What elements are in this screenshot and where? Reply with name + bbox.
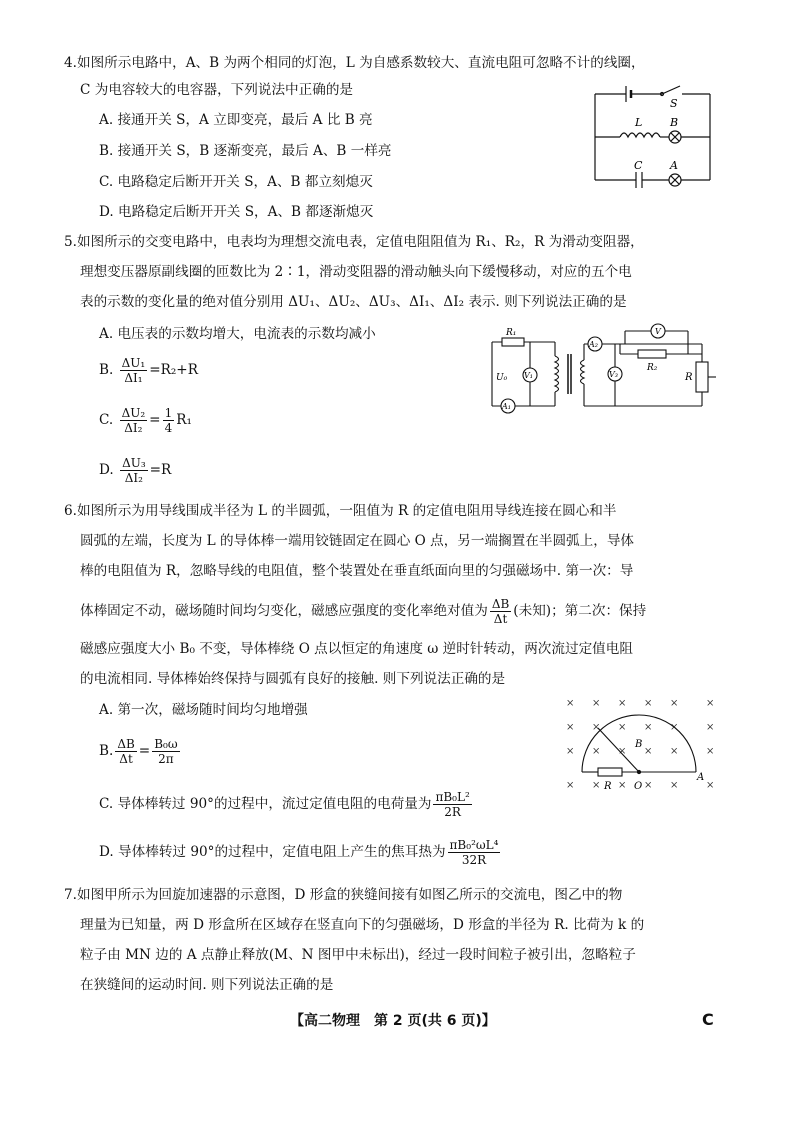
q5-label-a2: A₂ bbox=[589, 340, 598, 349]
field-cross-mark: × bbox=[618, 722, 627, 733]
q5-stem-line-2: 理想变压器原副线圈的匝数比为 2∶1，滑动变阻器的滑动触头向下缓慢移动，对应的五个电 bbox=[80, 264, 632, 280]
q4-label-c: C bbox=[634, 159, 643, 172]
field-cross-mark: × bbox=[592, 722, 601, 733]
q4-label-b: B bbox=[670, 116, 679, 129]
field-cross-mark: × bbox=[566, 746, 575, 757]
q4-label-s: S bbox=[670, 97, 678, 110]
q6-option-d: D. 导体棒转过 90°的过程中，定值电阻上产生的焦耳热为 $\frac{\text{πB₀²ωL⁴}}{32R}$ bbox=[99, 838, 499, 867]
q5-stem-line-3: 表的示数的变化量的绝对值分别用 ΔU₁、ΔU₂、ΔU₃、ΔI₁、ΔI₂ 表示. 则下列说法正确的是 bbox=[80, 294, 627, 310]
q4-stem-line-2: C 为电容较大的电容器，下列说法中正确的是 bbox=[80, 82, 354, 98]
q5-label-u0: U₀ bbox=[496, 373, 508, 383]
q7-stem-line-3: 粒子由 MN 边的 A 点静止释放(M、N 图甲中未标出)，经过一段时间粒子被引出，忽略粒子 bbox=[80, 947, 636, 963]
q6-option-a: A. 第一次，磁场随时间均匀地增强 bbox=[99, 702, 308, 718]
field-cross-mark: × bbox=[566, 722, 575, 733]
q4-option-b: B. 接通开关 S，B 逐渐变亮，最后 A、B 一样亮 bbox=[99, 143, 392, 159]
q6-stem-line-3: 棒的电阻值为 R，忽略导线的电阻值，整个装置处在垂直纸面向里的匀强磁场中. 第一次：导 bbox=[80, 563, 634, 579]
field-cross-mark: × bbox=[618, 746, 627, 757]
q5-option-b-fraction: $\frac{\text{ΔU₁}}{\text{ΔI₁}}$ bbox=[121, 356, 146, 385]
q4-circuit-diagram bbox=[590, 82, 715, 192]
field-cross-mark: × bbox=[706, 746, 715, 757]
field-cross-mark: × bbox=[644, 780, 653, 791]
q5-option-b: B. $\frac{\text{ΔU₁}}{\text{ΔI₁}}$ =R₂+R bbox=[99, 356, 198, 385]
q5-label-r1: R₁ bbox=[506, 328, 517, 338]
q7-stem-line-4: 在狭缝间的运动时间. 则下列说法正确的是 bbox=[80, 977, 334, 993]
q5-option-c-fraction: $\frac{\text{ΔU₂}}{\text{ΔI₂}}$ bbox=[121, 406, 146, 435]
q6-stem-line-4: 体棒固定不动，磁场随时间均匀变化，磁感应强度的变化率绝对值为 $\frac{\Delta B}{\Delta t}$ (未知)；第二次：保持 bbox=[80, 597, 647, 626]
field-cross-mark: × bbox=[644, 746, 653, 757]
paper-version-code: C bbox=[702, 1010, 714, 1029]
q6-option-c: C. 导体棒转过 90°的过程中，流过定值电阻的电荷量为 $\frac{\text{πB₀L²}}{2R}$ bbox=[99, 790, 470, 819]
field-cross-mark: × bbox=[592, 698, 601, 709]
field-cross-mark: × bbox=[566, 780, 575, 791]
field-cross-mark: × bbox=[706, 780, 715, 791]
q5-label-a1: A₁ bbox=[502, 402, 511, 411]
q6-label-o: O bbox=[634, 781, 643, 792]
q4-option-c: C. 电路稳定后断开开关 S，A、B 都立刻熄灭 bbox=[99, 174, 373, 190]
q5-stem-line-1: 5.如图所示的交变电路中，电表均为理想交流电表，定值电阻阻值为 R₁、R₂，R 为滑动变阻器， bbox=[64, 234, 644, 250]
field-cross-mark: × bbox=[670, 746, 679, 757]
q6-label-a: A bbox=[697, 772, 705, 783]
field-cross-mark: × bbox=[706, 698, 715, 709]
q4-option-d: D. 电路稳定后断开开关 S，A、B 都逐渐熄灭 bbox=[99, 204, 374, 220]
q4-label-l: L bbox=[635, 116, 643, 129]
q4-option-a: A. 接通开关 S，A 立即变亮，最后 A 比 B 亮 bbox=[99, 112, 373, 128]
field-cross-mark: × bbox=[670, 722, 679, 733]
q6-option-b: B. $\frac{\Delta B}{\Delta t}$ = $\frac{\text{B₀ω}}{2\pi}$ bbox=[99, 737, 178, 766]
field-cross-mark: × bbox=[592, 780, 601, 791]
q5-label-v1: V₁ bbox=[524, 371, 533, 380]
q6-label-r: R bbox=[604, 781, 612, 792]
field-cross-mark: × bbox=[670, 698, 679, 709]
q5-option-d-fraction: $\frac{\text{ΔU₃}}{\text{ΔI₂}}$ bbox=[122, 456, 146, 485]
q4-label-a: A bbox=[670, 159, 678, 172]
field-cross-mark: × bbox=[644, 698, 653, 709]
field-cross-mark: × bbox=[706, 722, 715, 733]
q5-label-r2: R₂ bbox=[647, 363, 658, 373]
field-cross-mark: × bbox=[670, 780, 679, 791]
q5-transformer-circuit-diagram bbox=[480, 322, 720, 422]
q6-stem-line-1: 6.如图所示为用导线围成半径为 L 的半圆弧，一阻值为 R 的定值电阻用导线连接在圆心和半 bbox=[64, 503, 617, 519]
q5-label-r: R bbox=[685, 372, 693, 383]
q5-option-d: D. $\frac{\text{ΔU₃}}{\text{ΔI₂}}$ =R bbox=[99, 456, 172, 485]
page-footer: 【高二物理 第 2 页(共 6 页)】 bbox=[290, 1013, 496, 1029]
q5-label-v3: V₃ bbox=[609, 370, 618, 379]
q7-stem-line-2: 理量为已知量，两 D 形盒所在区域存在竖直向下的匀强磁场，D 形盒的半径为 R. 比荷为 k 的 bbox=[80, 917, 645, 933]
q6-label-b: B bbox=[635, 739, 643, 750]
field-cross-mark: × bbox=[644, 722, 653, 733]
q7-stem-line-1: 7.如图甲所示为回旋加速器的示意图，D 形盒的狭缝间接有如图乙所示的交流电，图乙中的物 bbox=[64, 887, 623, 903]
field-cross-mark: × bbox=[618, 698, 627, 709]
q6-semicircle-field-diagram bbox=[558, 692, 718, 798]
q6-stem-line-5: 磁感应强度大小 B₀ 不变，导体棒绕 O 点以恒定的角速度 ω 逆时针转动，两次流过定值电阻 bbox=[80, 641, 633, 657]
q6-stem-line-6: 的电流相同. 导体棒始终保持与圆弧有良好的接触. 则下列说法正确的是 bbox=[80, 671, 506, 687]
q5-option-c: C. $\frac{\text{ΔU₂}}{\text{ΔI₂}}$ = $\frac{1}{4}$ R₁ bbox=[99, 406, 192, 435]
q6-stem-line-2: 圆弧的左端，长度为 L 的导体棒一端用铰链固定在圆心 O 点，另一端搁置在半圆弧上，导体 bbox=[80, 533, 635, 549]
field-cross-mark: × bbox=[592, 746, 601, 757]
q5-option-a: A. 电压表的示数均增大，电流表的示数均减小 bbox=[99, 326, 376, 342]
q5-label-v: V bbox=[655, 327, 661, 336]
field-cross-mark: × bbox=[566, 698, 575, 709]
field-cross-mark: × bbox=[618, 780, 627, 791]
q4-stem-line-1: 4.如图所示电路中，A、B 为两个相同的灯泡，L 为自感系数较大、直流电阻可忽略不计的线圈， bbox=[64, 55, 645, 71]
